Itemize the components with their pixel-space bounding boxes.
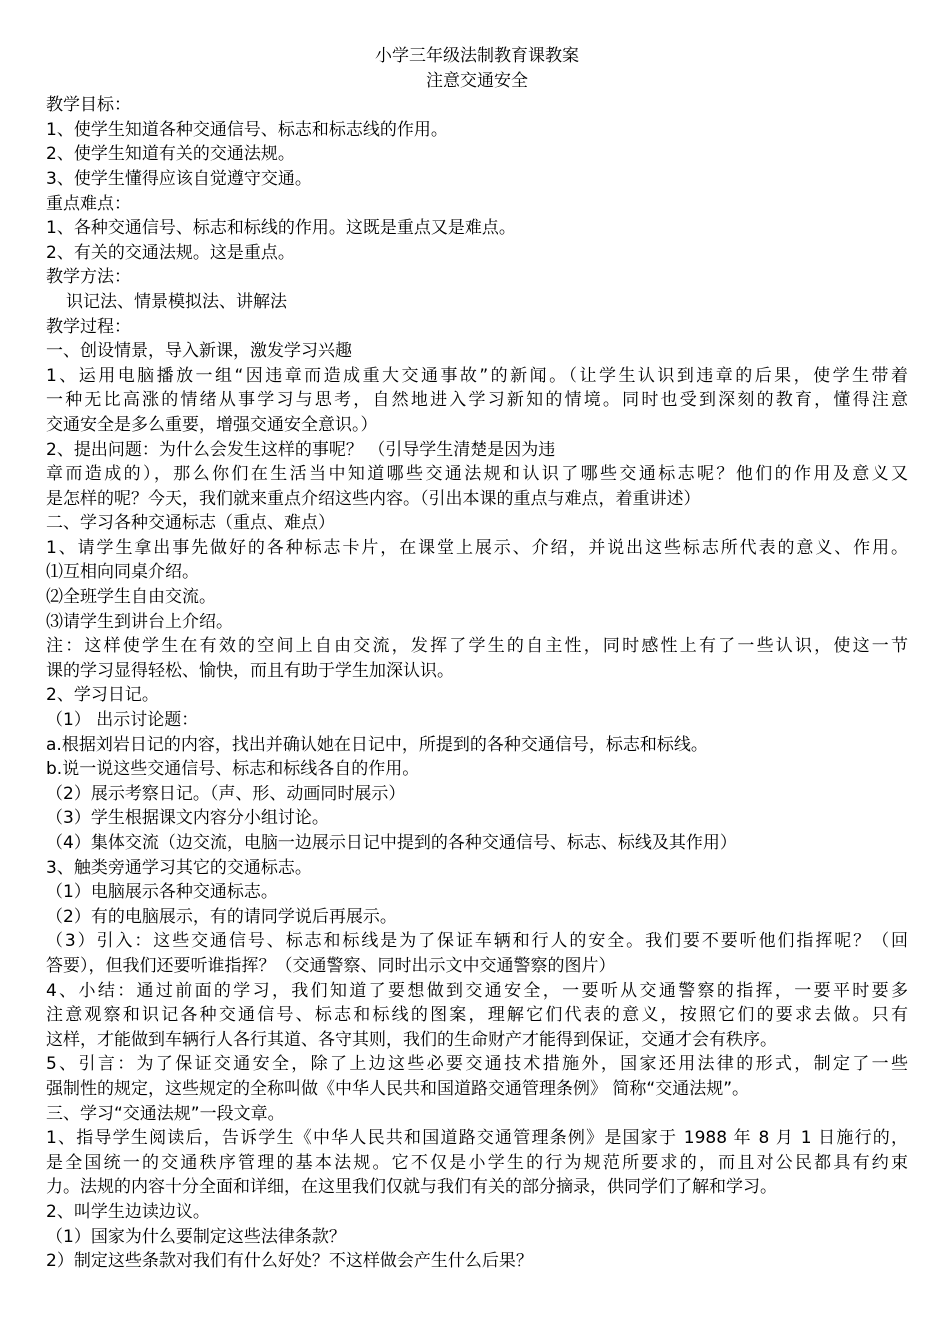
text-line: 一种无比高涨的情绪从事学习与思考，自然地进入学习新知的情境。同时也受到深刻的教育，懂得注意	[46, 390, 908, 411]
text-line: 2、有关的交通法规。这是重点。	[46, 242, 295, 263]
text-line: 三、学习“交通法规”一段文章。	[46, 1103, 285, 1124]
text-line: 1、指导学生阅读后，告诉学生《中华人民共和国道路交通管理条例》是国家于 1988 年 8 月 1 日施行的，	[46, 1128, 908, 1149]
text-line: 识记法、情景模拟法、讲解法	[66, 291, 287, 312]
text-line: 这样，才能做到车辆行人各行其道、各守其则，我们的生命财产才能得到保证，交通才会有秩序。	[46, 1029, 777, 1050]
text-line: 注意观察和识记各种交通信号、标志和标线的图案，理解它们代表的意义，按照它们的要求去做。只有	[46, 1005, 908, 1026]
text-line: 2）制定这些条款对我们有什么好处？不这样做会产生什么后果？	[46, 1251, 533, 1272]
text-line: 1、请学生拿出事先做好的各种标志卡片，在课堂上展示、介绍，并说出这些标志所代表的意义、作用。	[46, 537, 908, 558]
lesson-plan-body	[46, 44, 908, 1274]
text-line: 课的学习显得轻松、愉快，而且有助于学生加深认识。	[46, 660, 454, 681]
text-line: 是怎样的呢？今天，我们就来重点介绍这些内容。（引出本课的重点与难点，着重讲述）	[46, 488, 701, 509]
text-line: （1）电脑展示各种交通标志。	[46, 882, 278, 903]
text-line: b.说一说这些交通信号、标志和标线各自的作用。	[46, 759, 420, 780]
text-line: 一、创设情景，导入新课，激发学习兴趣	[46, 341, 352, 362]
text-line: 5、引言：为了保证交通安全，除了上边这些必要交通技术措施外，国家还用法律的形式，制定了一些	[46, 1054, 908, 1075]
text-line: 2、叫学生边读边议。	[46, 1201, 210, 1222]
text-line: 强制性的规定，这些规定的全称叫做《中华人民共和国道路交通管理条例》 简称“交通法规”。	[46, 1078, 750, 1099]
text-line: 教学目标：	[46, 95, 131, 116]
text-line: 章而造成的），那么你们在生活当中知道哪些交通法规和认识了哪些交通标志呢？他们的作用及意义又	[46, 464, 908, 485]
text-line: 1、各种交通信号、标志和标线的作用。这既是重点又是难点。	[46, 218, 516, 239]
text-line: （3）学生根据课文内容分小组讨论。	[46, 808, 329, 829]
text-line: ⑶请学生到讲台上介绍。	[46, 611, 233, 632]
text-line: ⑵全班学生自由交流。	[46, 587, 216, 608]
text-line: 力。法规的内容十分全面和详细，在这里我们仅就与我们有关的部分摘录，供同学们了解和学习。	[46, 1177, 777, 1198]
text-line: 1、使学生知道各种交通信号、标志和标志线的作用。	[46, 119, 448, 140]
text-line: 2、学习日记。	[46, 685, 159, 706]
text-line: 2、提出问题：为什么会发生这样的事呢？ （引导学生清楚是因为违	[46, 439, 556, 460]
text-line: ⑴互相向同桌介绍。	[46, 562, 199, 583]
text-line: 教学过程：	[46, 316, 131, 337]
text-line: （3）引入：这些交通信号、标志和标线是为了保证车辆和行人的安全。我们要不要听他们指挥呢？（回	[46, 931, 908, 952]
text-line: （1）国家为什么要制定这些法律条款？	[46, 1226, 346, 1247]
text-line: 二、学习各种交通标志（重点、难点）	[46, 513, 335, 534]
text-line: 交通安全是多么重要，增强交通安全意识。）	[46, 414, 378, 435]
text-line: 2、使学生知道有关的交通法规。	[46, 144, 295, 165]
text-line: 答要），但我们还要听谁指挥？（交通警察、同时出示文中交通警察的图片）	[46, 955, 616, 976]
text-line: 教学方法：	[46, 267, 131, 288]
text-line: 3、使学生懂得应该自觉遵守交通。	[46, 168, 312, 189]
text-line: 重点难点：	[46, 193, 131, 214]
text-line: 4、小结：通过前面的学习，我们知道了要想做到交通安全，一要听从交通警察的指挥，一要平时要多	[46, 980, 908, 1001]
document-title: 小学三年级法制教育课教案	[375, 46, 579, 66]
text-line: （1） 出示讨论题：	[46, 710, 199, 731]
text-line: 注：这样使学生在有效的空间上自由交流，发挥了学生的自主性，同时感性上有了一些认识，使这一节	[46, 636, 908, 657]
text-line: （4）集体交流（边交流，电脑一边展示日记中提到的各种交通信号、标志、标线及其作用）	[46, 833, 737, 853]
text-line: （2）展示考察日记。（声、形、动画同时展示）	[46, 783, 406, 804]
text-line: 3、触类旁通学习其它的交通标志。	[46, 857, 312, 878]
text-line: 1、运用电脑播放一组“因违章而造成重大交通事故”的新闻。（让学生认识到违章的后果，使学生带着	[46, 365, 908, 386]
text-line: a.根据刘岩日记的内容，找出并确认她在日记中，所提到的各种交通信号，标志和标线。	[46, 734, 708, 755]
text-line: （2）有的电脑展示，有的请同学说后再展示。	[46, 906, 397, 927]
text-line: 是全国统一的交通秩序管理的基本法规。它不仅是小学生的行为规范所要求的，而且对公民都具有约束	[46, 1152, 908, 1173]
document-subtitle: 注意交通安全	[426, 70, 528, 91]
paragraph-lines	[46, 93, 908, 1274]
